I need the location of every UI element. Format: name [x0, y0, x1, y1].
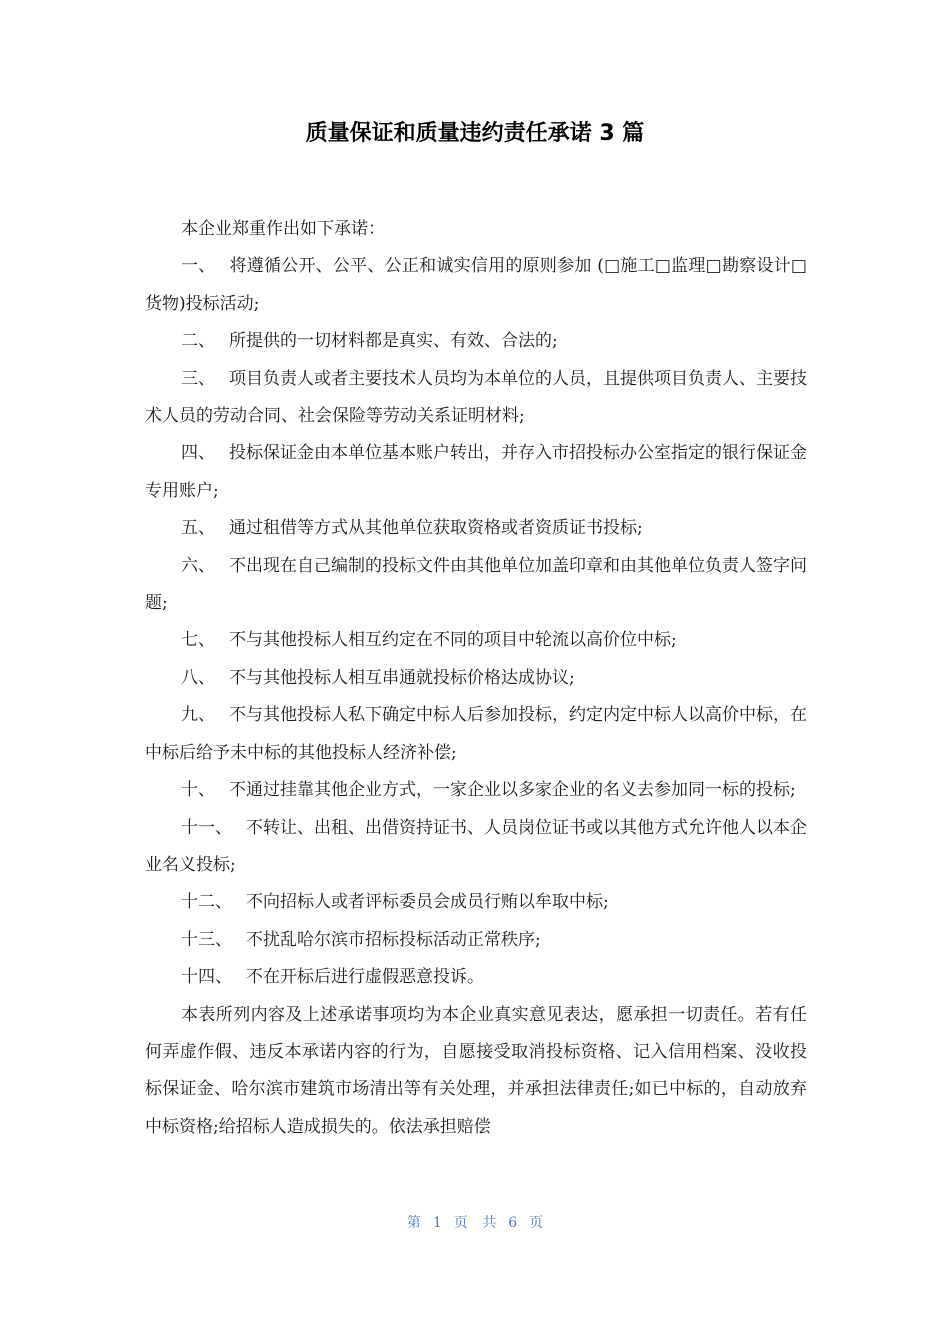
- commitment-number: 五、: [181, 518, 215, 539]
- commitment-number: 十二、: [181, 892, 232, 913]
- closing-paragraph: 本表所列内容及上述承诺事项均为本企业真实意见表达，愿承担一切责任。若有任何弄虚作假、违反本承诺内容的行为，自愿接受取消投标资格、记入信用档案、没收投标保证金、哈尔滨市建筑市场清出等有关处理，并承担法律责任;如已中标的，自动放弃中标资格;给招标人造成损失的。依法承担赔偿: [145, 1004, 807, 1137]
- commitment-number: 一、: [181, 256, 216, 277]
- commitment-item: [145, 959, 807, 996]
- commitment-number: 十一、: [181, 817, 232, 838]
- commitment-item: [145, 361, 807, 436]
- commitment-item: [145, 660, 807, 697]
- commitment-text: 投标保证金由本单位基本账户转出，并存入市招投标办公室指定的银行保证金专用账户;: [145, 443, 807, 501]
- commitment-text: 不与其他投标人私下确定中标人后参加投标，约定内定中标人以高价中标，在中标后给予未中标的其他投标人经济补偿;: [145, 705, 807, 763]
- commitment-text: 不转让、出租、出借资持证书、人员岗位证书或以其他方式允许他人以本企业名义投标;: [145, 817, 807, 875]
- commitment-number: 二、: [181, 331, 215, 352]
- footer-suffix: 页: [529, 1215, 544, 1231]
- commitment-number: 四、: [181, 443, 215, 464]
- footer-middle: 页 共: [453, 1215, 497, 1231]
- commitment-number: 三、: [181, 368, 215, 389]
- commitment-text: 不与其他投标人相互约定在不同的项目中轮流以高价位中标;: [229, 630, 677, 651]
- commitment-text: 不扰乱哈尔滨市招标投标活动正常秩序;: [246, 929, 541, 950]
- commitment-item: [145, 622, 807, 659]
- commitment-number: 十、: [181, 780, 215, 801]
- commitment-number: 八、: [181, 667, 215, 688]
- commitment-number: 六、: [181, 555, 215, 576]
- commitment-text: 不在开标后进行虚假恶意投诉。: [246, 967, 484, 988]
- commitment-text: 通过租借等方式从其他单位获取资格或者资质证书投标;: [229, 518, 643, 539]
- document-body: [145, 211, 807, 1146]
- document-title: 质量保证和质量违约责任承诺 3 篇: [305, 121, 645, 146]
- commitment-text: 将遵循公开、公平、公正和诚实信用的原则参加 (□施工□监理□勘察设计□货物)投标活动;: [145, 256, 807, 314]
- commitment-number: 九、: [181, 705, 215, 726]
- commitment-text: 不通过挂靠其他企业方式，一家企业以多家企业的名义去参加同一标的投标;: [229, 780, 796, 801]
- commitment-item: [145, 810, 807, 885]
- footer-page-number: 1: [432, 1215, 442, 1231]
- commitment-text: 所提供的一切材料都是真实、有效、合法的;: [229, 331, 558, 352]
- commitment-number: 十四、: [181, 967, 232, 988]
- commitment-text: 项目负责人或者主要技术人员均为本单位的人员，且提供项目负责人、主要技术人员的劳动合同、社会保险等劳动关系证明材料;: [145, 368, 807, 427]
- commitment-item: [145, 697, 807, 772]
- commitment-item: [145, 248, 807, 323]
- commitment-item: [145, 323, 807, 360]
- intro-paragraph: 本企业郑重作出如下承诺：: [181, 219, 385, 239]
- commitment-item: [145, 548, 807, 623]
- footer-total-pages: 6: [508, 1215, 518, 1231]
- commitment-text: 不向招标人或者评标委员会成员行贿以牟取中标;: [246, 892, 609, 913]
- footer-prefix: 第: [406, 1215, 421, 1231]
- page-footer: [0, 1212, 950, 1232]
- commitment-text: 不出现在自己编制的投标文件由其他单位加盖印章和由其他单位负责人签字问题;: [145, 555, 807, 614]
- commitment-text: 不与其他投标人相互串通就投标价格达成协议;: [229, 667, 575, 688]
- commitment-item: [145, 922, 807, 959]
- commitment-item: [145, 510, 807, 547]
- commitment-number: 十三、: [181, 929, 232, 950]
- commitment-number: 七、: [181, 630, 215, 651]
- commitment-list: [145, 248, 807, 996]
- commitment-item: [145, 435, 807, 510]
- commitment-item: [145, 884, 807, 921]
- commitment-item: [145, 772, 807, 809]
